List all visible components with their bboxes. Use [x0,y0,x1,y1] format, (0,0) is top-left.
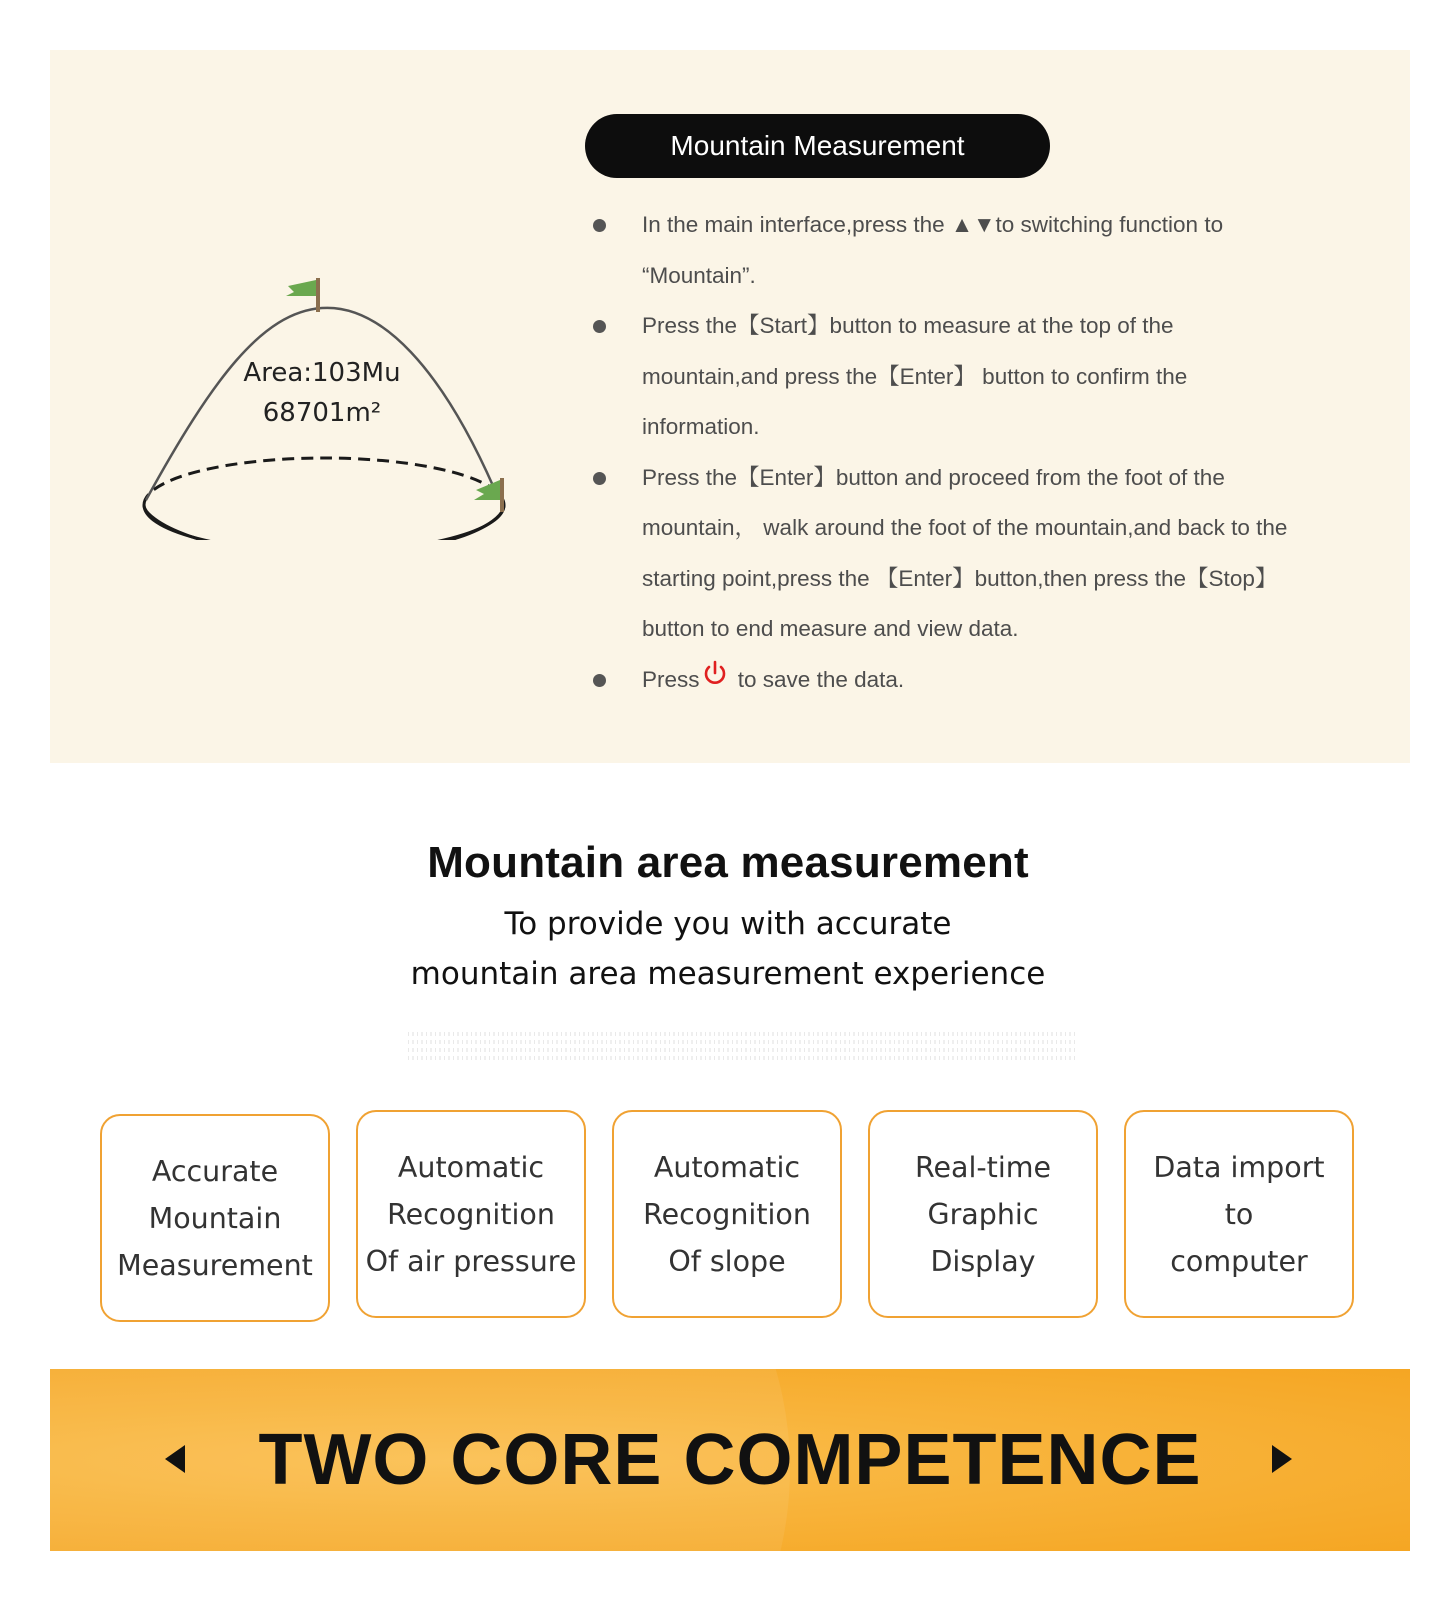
feature-card [100,1114,330,1322]
step-text: Press the【Start】button to measure at the top of the mountain,and press the【Enter】 button to confirm the information. [642,313,1188,439]
feature-line: Accurate [151,1154,279,1188]
top-flag-icon [286,278,318,312]
feature-line: Recognition [387,1197,555,1231]
feature-card [1124,1110,1354,1318]
feature-line: Data import [1153,1150,1325,1184]
bullet-icon [593,472,606,485]
step-item [580,200,1300,301]
feature-line: Measurement [117,1248,313,1282]
triangle-right-icon [1272,1445,1292,1473]
mountain-diagram [142,220,532,540]
feature-line: Graphic [927,1197,1039,1231]
feature-line: computer [1170,1244,1308,1278]
section-subtitle-line1: To provide you with accurate [504,906,952,942]
feature-card [868,1110,1098,1318]
instruction-steps [580,200,1300,706]
feature-line: Mountain [148,1201,282,1235]
step-text-before: Press [642,666,700,692]
step-item [580,301,1300,453]
feature-line: Recognition [643,1197,811,1231]
step-text: Press the【Enter】button and proceed from the foot of the mountain， walk around the foot of the mountain,and back to the starting point,press the 【Enter】button,then press the【Stop】button to end measure and view data. [642,464,1288,641]
step-text: In the main interface,press the ▲▼to switching function to “Mountain”. [642,212,1224,288]
feature-card [612,1110,842,1318]
area-mu-label: Area:103Mu [243,358,401,388]
section-heading: Mountain area measurement [427,838,1029,887]
bullet-icon [593,219,606,232]
feature-line: Automatic [397,1150,545,1184]
step-item [580,655,1300,706]
feature-line: Automatic [653,1150,801,1184]
feature-card [356,1110,586,1318]
feature-line: Of air pressure [365,1244,577,1278]
feature-line: Of slope [668,1244,786,1278]
area-m2-label: 68701m² [262,398,382,428]
bullet-icon [593,320,606,333]
power-icon [702,655,728,706]
section-title-pill: Mountain Measurement [585,114,1050,178]
decorative-fine-print [405,1030,1075,1064]
core-competence-banner [50,1369,1410,1551]
feature-line: Real-time [914,1150,1052,1184]
bullet-icon [593,674,606,687]
base-flag-icon [474,478,502,512]
banner-title: TWO CORE COMPETENCE [258,1420,1202,1500]
feature-line: to [1224,1197,1254,1231]
section-subtitle-line2: mountain area measurement experience [410,956,1046,992]
feature-line: Display [930,1244,1036,1278]
instruction-panel [50,50,1410,763]
step-text-after: to save the data. [737,666,905,692]
step-item [580,453,1300,655]
